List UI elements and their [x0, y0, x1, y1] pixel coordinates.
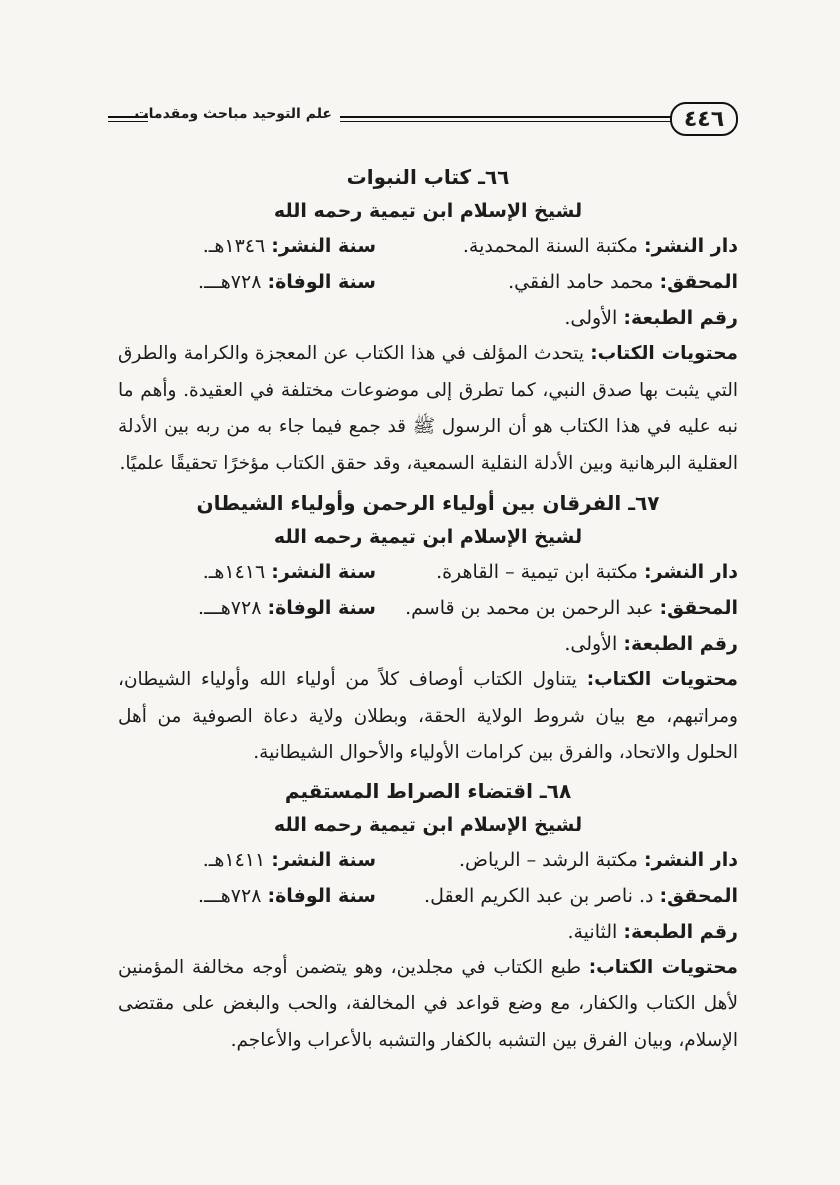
- death-year-value: ٧٢٨هـــ.: [198, 271, 268, 293]
- entry-title: ٦٧ـ الفرقان بين أولياء الرحمن وأولياء الشيطان: [196, 491, 660, 515]
- book-entry: [118, 160, 738, 482]
- running-title: علم التوحيد مباحث ومقدمات: [134, 106, 332, 122]
- edition-value: الأولى.: [564, 633, 624, 655]
- editor-value: عبد الرحمن بن محمد بن قاسم.: [405, 597, 660, 619]
- contents-paragraph: [118, 662, 738, 772]
- page-content: [118, 160, 738, 1059]
- contents-label: محتويات الكتاب:: [590, 343, 738, 364]
- death-year-label: سنة الوفاة:: [267, 597, 376, 619]
- editor-row: [118, 590, 738, 626]
- contents-paragraph: [118, 950, 738, 1060]
- edition-row: [118, 626, 738, 662]
- entry-author: لشيخ الإسلام ابن تيمية رحمه الله: [273, 526, 583, 548]
- edition-row: [118, 914, 738, 950]
- editor-row: [118, 264, 738, 300]
- contents-text: يتحدث المؤلف في هذا الكتاب عن المعجزة والكرامة والطرق التي يثبت بها صدق النبي، كما تطرق إلى موضوعات مختلفة في العقيدة. وأهم ما نبه عليه في هذا الكتاب هو أن الرسول ﷺ قد جمع فيما جاء به من ربه بين الأدلة العقلية البرهانية وبين الأدلة النقلية السمعية، وقد حقق الكتاب مؤخرًا تحقيقًا علميًا.: [118, 343, 738, 474]
- publisher-value: مكتبة ابن تيمية – القاهرة.: [436, 561, 645, 583]
- contents-label: محتويات الكتاب:: [586, 669, 738, 690]
- pub-year-value: ١٣٤٦هـ.: [202, 235, 272, 257]
- entry-title: ٦٨ـ اقتضاء الصراط المستقيم: [284, 778, 572, 803]
- pub-year-value: ١٤١١هـ.: [202, 848, 272, 871]
- editor-value: محمد حامد الفقي.: [508, 271, 660, 293]
- pub-year-label: سنة النشر:: [271, 561, 376, 583]
- entry-author: لشيخ الإسلام ابن تيمية رحمه الله: [273, 200, 583, 222]
- publisher-label: دار النشر:: [644, 561, 738, 583]
- book-entry: [118, 774, 738, 1060]
- pub-year-label: سنة النشر:: [271, 848, 376, 871]
- publisher-label: دار النشر:: [644, 235, 738, 257]
- editor-value: د. ناصر بن عبد الكريم العقل.: [424, 884, 660, 907]
- publisher-row: [118, 228, 738, 264]
- contents-text: طبع الكتاب في مجلدين، وهو يتضمن أوجه مخالفة المؤمنين لأهل الكتاب والكفار، مع وضع قواعد في المخالفة، والحب والبغض على مقتضى الإسلام، وبيان الفرق بين التشبه بالكفار والتشبه بالأعراب والأعاجم.: [118, 956, 738, 1051]
- entry-author: لشيخ الإسلام ابن تيمية رحمه الله: [273, 813, 583, 836]
- edition-label: رقم الطبعة:: [623, 633, 738, 655]
- entry-title: ٦٦ـ كتاب النبوات: [346, 165, 510, 189]
- pub-year-value: ١٤١٦هـ.: [202, 561, 272, 583]
- edition-label: رقم الطبعة:: [623, 307, 738, 329]
- page-header: [108, 100, 738, 140]
- publisher-label: دار النشر:: [644, 848, 738, 871]
- publisher-row: [118, 842, 738, 878]
- editor-label: المحقق:: [659, 271, 738, 293]
- pub-year-label: سنة النشر:: [271, 235, 376, 257]
- edition-value: الثانية.: [567, 920, 624, 943]
- contents-paragraph: [118, 336, 738, 482]
- header-rule-thin: [340, 121, 678, 122]
- death-year-label: سنة الوفاة:: [267, 271, 376, 293]
- death-year-label: سنة الوفاة:: [267, 884, 376, 907]
- editor-row: [118, 878, 738, 914]
- page-number: ٤٤٦: [670, 102, 738, 136]
- contents-text: يتناول الكتاب أوصاف كلاً من أولياء الله وأولياء الشيطان، ومراتبهم، مع بيان شروط الولاية الحقة، وبطلان ولاية دعاة الصوفية من أهل الحلول والاتحاد، والفرق بين كرامات الأولياء والأحوال الشيطانية.: [118, 669, 738, 763]
- publisher-value: مكتبة الرشد – الرياض.: [458, 848, 645, 871]
- death-year-value: ٧٢٨هـــ.: [198, 597, 268, 619]
- contents-label: محتويات الكتاب:: [588, 956, 738, 978]
- death-year-value: ٧٢٨هـــ.: [198, 884, 268, 907]
- book-entry: [118, 486, 738, 772]
- publisher-value: مكتبة السنة المحمدية.: [462, 235, 645, 257]
- edition-row: [118, 300, 738, 336]
- editor-label: المحقق:: [659, 884, 738, 907]
- header-rule: [340, 116, 678, 118]
- edition-value: الأولى.: [564, 307, 624, 329]
- edition-label: رقم الطبعة:: [623, 920, 738, 943]
- publisher-row: [118, 554, 738, 590]
- editor-label: المحقق:: [659, 597, 738, 619]
